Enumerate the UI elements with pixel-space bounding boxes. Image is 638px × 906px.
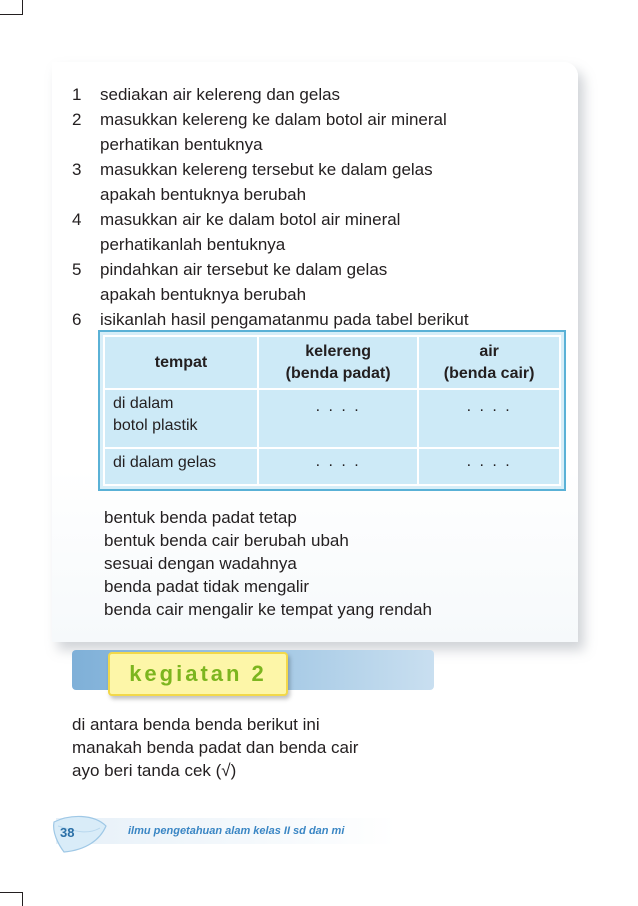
header-tempat [104,336,258,389]
header-label: kelereng [305,342,372,360]
cell-blank[interactable]: . . . . [258,448,418,485]
step-text: pindahkan air tersebut ke dalam gelas [100,260,388,279]
step-text: masukkan kelereng ke dalam botol air mineral [100,110,447,129]
step-item [72,209,592,256]
header-air [418,336,560,389]
instruction-line: ayo beri tanda cek (√) [72,761,237,780]
step-text: sediakan air kelereng dan gelas [100,85,341,104]
section-title: kegiatan 2 [108,652,288,696]
step-text: apakah bentuknya berubah [100,285,307,304]
crop-mark-bottom-left-h [0,892,22,893]
step-text: masukkan air ke dalam botol air mineral [100,210,401,229]
cell-place [104,448,258,485]
instruction-line: di antara benda benda berikut ini [72,715,320,734]
step-text: perhatikan bentuknya [100,135,263,154]
cell-blank[interactable]: . . . . [418,448,560,485]
step-item [72,259,592,306]
step-item [72,109,592,156]
cell-blank[interactable]: . . . . [258,389,418,448]
conclusion-line: bentuk benda cair berubah ubah [104,531,349,550]
cell-place [104,389,258,448]
book-title: ilmu pengetahuan alam kelas II sd dan mi [128,825,345,837]
table-header-row [104,336,560,389]
header-label: air [479,342,499,360]
step-number: 3 [72,160,82,179]
leaf-icon [50,812,108,854]
observation-table [103,335,561,486]
procedure-steps [72,84,592,334]
header-sublabel: (benda cair) [443,364,535,382]
activity-instructions [72,713,358,782]
step-number: 4 [72,210,82,229]
table-row [104,389,560,448]
step-text: perhatikanlah bentuknya [100,235,286,254]
conclusion-line: benda cair mengalir ke tempat yang rendah [104,600,432,619]
place-text: di dalam gelas [113,454,217,472]
crop-mark-top-left-v [22,0,23,15]
header-label: tempat [154,353,208,371]
step-text: masukkan kelereng tersebut ke dalam gelas [100,160,433,179]
conclusion-line: benda padat tidak mengalir [104,577,310,596]
step-text: apakah bentuknya berubah [100,185,307,204]
conclusion-text [104,506,432,621]
cell-blank[interactable]: . . . . [418,389,560,448]
conclusion-line: sesuai dengan wadahnya [104,554,297,573]
crop-mark-bottom-left-v [22,892,23,906]
crop-mark-top-left-h [0,14,22,15]
step-item [72,84,592,106]
table-row [104,448,560,485]
header-kelereng [258,336,418,389]
observation-table-frame [98,330,566,491]
step-text: isikanlah hasil pengamatanmu pada tabel berikut [100,310,469,329]
place-text: di dalam [113,395,174,413]
step-number: 6 [72,310,82,329]
conclusion-line: bentuk benda padat tetap [104,508,297,527]
step-number: 2 [72,110,82,129]
place-text: botol plastik [113,417,198,435]
instruction-line: manakah benda padat dan benda cair [72,738,359,757]
header-sublabel: (benda padat) [285,364,391,382]
page-number: 38 [60,825,75,840]
step-number: 5 [72,260,82,279]
step-number: 1 [72,85,82,104]
step-item [72,159,592,206]
step-item [72,309,592,331]
